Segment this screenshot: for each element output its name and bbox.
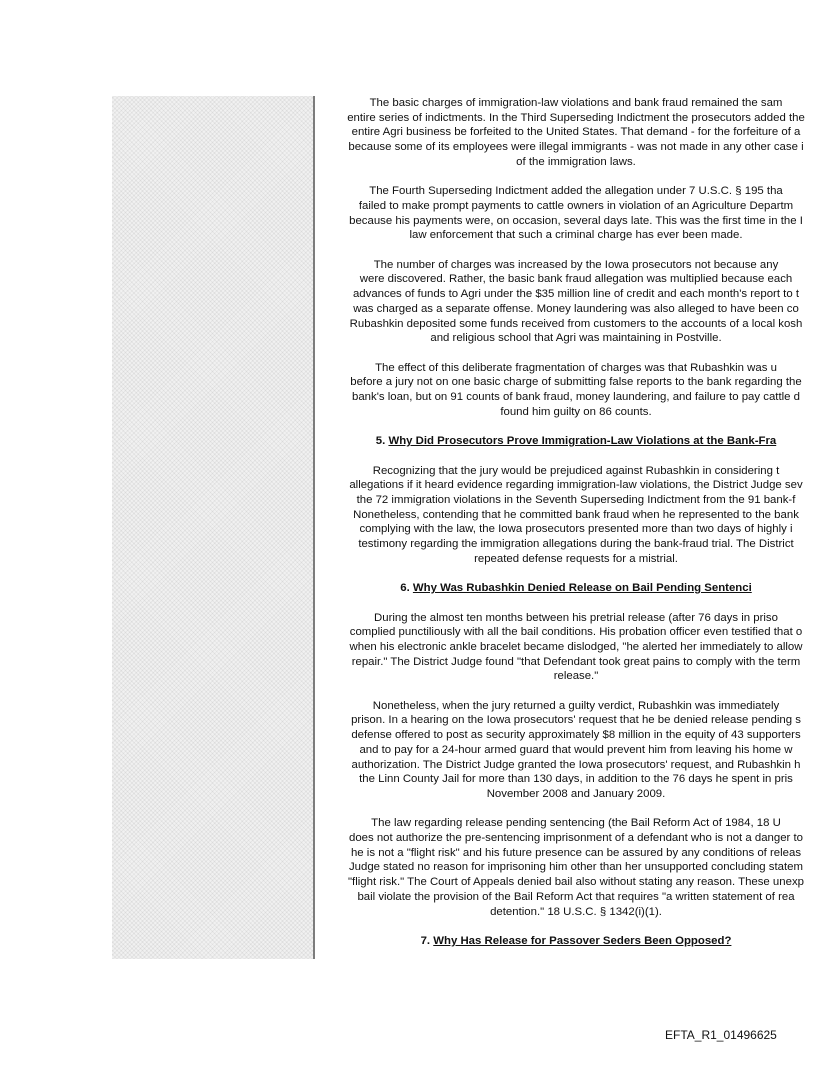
text-line: does not authorize the pre-sentencing imprisonment of a defendant who is not a danger to <box>348 832 804 845</box>
text-line: repair." The District Judge found "that Defendant took great pains to comply with the term <box>351 655 801 668</box>
text-line: the 72 immigration violations in the Seventh Superseding Indictment from the 91 bank-f <box>356 493 796 506</box>
text-line: The Fourth Superseding Indictment added the allegation under 7 U.S.C. § 195 tha <box>369 185 783 198</box>
document-id: EFTA_R1_01496625 <box>665 1028 777 1042</box>
body-paragraph <box>316 361 816 420</box>
text-line: repeated defense requests for a mistrial. <box>474 552 678 565</box>
text-line: allegations if it heard evidence regarding immigration-law violations, the District Judge sev <box>349 479 803 492</box>
text-line: The number of charges was increased by the Iowa prosecutors not because any <box>373 258 779 271</box>
text-line: release." <box>553 670 599 683</box>
text-line: of the immigration laws. <box>516 155 636 168</box>
text-line: The effect of this deliberate fragmentation of charges was that Rubashkin was u <box>375 361 777 374</box>
body-paragraph <box>316 611 816 685</box>
text-line: bank's loan, but on 91 counts of bank fraud, money laundering, and failure to pay cattle d <box>352 391 800 404</box>
text-line: advances of funds to Agri under the $35 million line of credit and each month's report to t <box>352 288 800 301</box>
text-line: and to pay for a 24-hour armed guard that would prevent him from leaving his home w <box>359 743 793 756</box>
text-line: because some of its employees were illegal immigrants - was not made in any other case i <box>348 141 804 154</box>
text-line: "flight risk." The Court of Appeals denied bail also without stating any reason. These unexp <box>348 876 804 889</box>
text-line: complying with the law, the Iowa prosecutors presented more than two days of highly i <box>359 523 793 536</box>
body-paragraph <box>316 816 816 919</box>
text-line: when his electronic ankle bracelet became dislodged, "he alerted her immediately to allow <box>349 640 803 653</box>
body-paragraph <box>316 258 816 346</box>
text-line: The basic charges of immigration-law violations and bank fraud remained the sam <box>369 97 783 109</box>
section-heading-5: 5. Why Did Prosecutors Prove Immigration-Law Violations at the Bank-Fra <box>375 435 777 448</box>
text-line: and religious school that Agri was maintaining in Postville. <box>430 332 722 345</box>
text-line: complied punctiliously with all the bail conditions. His probation officer even testified that o <box>349 626 803 639</box>
text-line: November 2008 and January 2009. <box>486 787 666 800</box>
text-line: was charged as a separate offense. Money laundering was also alleged to have been co <box>353 302 799 315</box>
text-line: entire series of indictments. In the Third Superseding Indictment the prosecutors added the <box>347 111 805 124</box>
text-line: found him guilty on 86 counts. <box>500 405 652 418</box>
body-paragraph <box>316 184 816 243</box>
body-paragraph <box>316 464 816 567</box>
margin-pattern-panel <box>112 96 313 959</box>
text-line: because his payments were, on occasion, several days late. This was the first time in the I <box>349 214 803 227</box>
text-line: Rubashkin deposited some funds received from customers to the accounts of a local kosh <box>349 317 803 330</box>
text-line: testimony regarding the immigration allegations during the bank-fraud trial. The District <box>358 538 794 551</box>
text-line: prison. In a hearing on the Iowa prosecutors' request that he be denied release pending s <box>351 714 801 727</box>
text-line: bail violate the provision of the Bail Reform Act that requires "a written statement of rea <box>357 890 795 903</box>
text-line: Judge stated no reason for imprisoning him other than her unsupported concluding statem <box>348 861 803 874</box>
text-line: Nonetheless, contending that he committed bank fraud when he represented to the bank <box>353 508 799 521</box>
paragraph-group-2 <box>316 464 816 567</box>
section-heading-6: 6. Why Was Rubashkin Denied Release on Bail Pending Sentenci <box>400 582 752 595</box>
text-line: authorization. The District Judge granted the Iowa prosecutors' request, and Rubashkin h <box>351 758 801 771</box>
vertical-divider <box>313 96 315 959</box>
text-line: The law regarding release pending sentencing (the Bail Reform Act of 1984, 18 U <box>371 817 781 830</box>
paragraph-group-3 <box>316 611 816 920</box>
text-line: before a jury not on one basic charge of submitting false reports to the bank regarding the <box>350 376 802 389</box>
paragraph-group-1 <box>316 96 816 419</box>
text-line: the Linn County Jail for more than 130 days, in addition to the 76 days he spent in pris <box>359 773 793 786</box>
text-line: were discovered. Rather, the basic bank fraud allegation was multiplied because each <box>359 273 793 286</box>
text-line: During the almost ten months between his pretrial release (after 76 days in priso <box>374 611 778 624</box>
document-body <box>316 96 816 956</box>
text-line: Recognizing that the jury would be prejudiced against Rubashkin in considering t <box>372 464 780 477</box>
text-line: he is not a "flight risk" and his future presence can be assured by any conditions of releas <box>350 846 802 859</box>
text-line: detention." 18 U.S.C. § 1342(i)(1). <box>490 905 662 918</box>
body-paragraph <box>316 96 816 170</box>
text-line: failed to make prompt payments to cattle owners in violation of an Agriculture Departm <box>358 199 794 212</box>
text-line: law enforcement that such a criminal charge has ever been made. <box>409 229 743 242</box>
text-line: defense offered to post as security approximately $8 million in the equity of 43 supporters <box>351 729 801 742</box>
section-heading-7: 7. Why Has Release for Passover Seders Been Opposed? <box>420 934 732 947</box>
body-paragraph <box>316 699 816 802</box>
text-line: Nonetheless, when the jury returned a guilty verdict, Rubashkin was immediately <box>372 699 780 712</box>
text-line: entire Agri business be forfeited to the United States. That demand - for the forfeiture of a <box>351 126 801 139</box>
